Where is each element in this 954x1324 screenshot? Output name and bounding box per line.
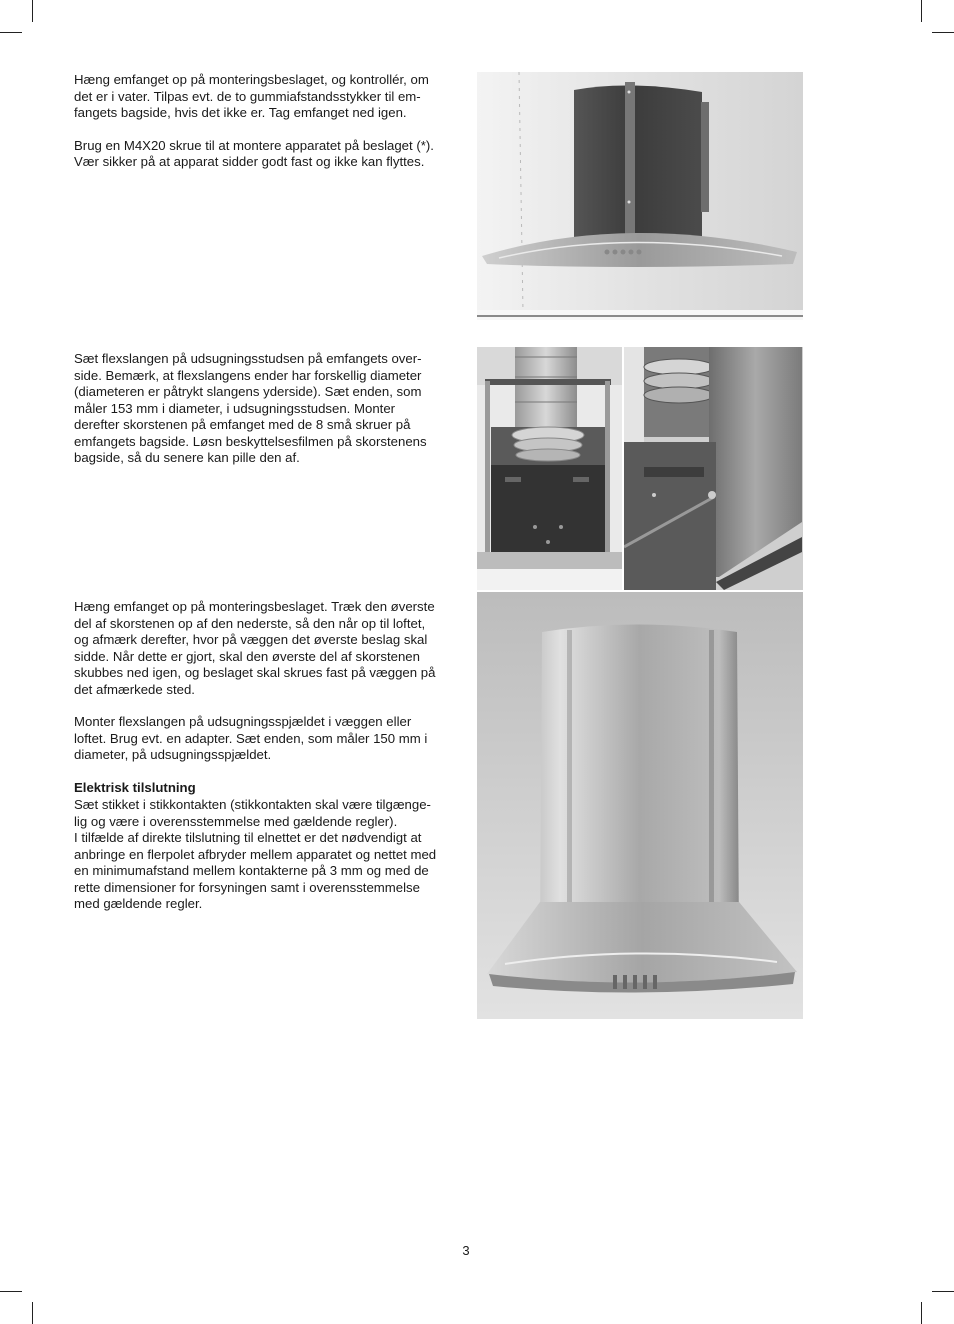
- crop-mark: [921, 1302, 922, 1324]
- section-3-paragraph-3: Sæt stikket i stikkontakten (stikkontakten skal være tilgænge- lig og være i overensstemmelse med gældende regler). I tilfælde af direkte tilslutning til elnettet er det nødvendigt at anbringe en flerpolet afbryder mellem apparatet og nettet med en minimumafstand mellem kontakterne på 3 mm og med de rette dimensioner for forsyningen samt i overensstemmelse med gældende regler.: [74, 797, 437, 911]
- crop-mark: [0, 32, 22, 33]
- section-2-text: [74, 351, 459, 467]
- section-3-paragraph-1: Hæng emfanget op på monteringsbeslaget. Træk den øverste del af skorstenen op af den nederste, så den når op til loftet, og afmærk derefter, hvor på væggen det øverste beslag skal sidde. Når dette er gjort, skal den øverste del af skorstenen skubbes ned igen, og beslaget skal skrues fast på væggen på det afmærkede sted.: [74, 599, 436, 697]
- crop-mark: [0, 1291, 22, 1292]
- electrical-connection-heading: Elektrisk tilslutning: [74, 779, 196, 795]
- hood-mounted-photo: [477, 72, 803, 320]
- section-3-text: [74, 599, 459, 913]
- crop-mark: [932, 32, 954, 33]
- hose-chimney-assembly-photo: [477, 347, 622, 590]
- section-1-paragraph-1: Hæng emfanget op på monteringsbeslaget, og kontrollér, om det er i vater. Tilpas evt. de to gummiafstandsstykker til em- fangets bagside, hvis det ikke er. Tag emfanget ned igen.: [74, 72, 429, 120]
- section-1-text: [74, 72, 459, 171]
- crop-mark: [932, 1291, 954, 1292]
- crop-mark: [32, 1302, 33, 1324]
- section-1-paragraph-2: Brug en M4X20 skrue til at montere apparatet på beslaget (*). Vær sikker på at apparat sidder godt fast og ikke kan flyttes.: [74, 137, 434, 169]
- page-number: 3: [462, 1243, 470, 1258]
- hood-assembled-photo: [477, 592, 803, 1019]
- section-2-paragraph-1: Sæt flexslangen på udsugningsstudsen på emfangets over- side. Bemærk, at flexslangens ender har forskellig diameter (diameteren er påtrykt slangens yderside). Sæt enden, som måler 153 mm i diameter, i udsugningsstudsen. Monter derefter skorstenen på emfanget med de 8 små skruer på emfangets bagside. Løsn beskyttelsesfilmen på skorstenens bagside, så du senere kan pille den af.: [74, 351, 427, 465]
- crop-mark: [32, 0, 33, 22]
- section-3-paragraph-2: Monter flexslangen på udsugningsspjældet i væggen eller loftet. Brug evt. en adapter. Sæt enden, som måler 150 mm i diameter, på udsugningsspjældet.: [74, 714, 428, 762]
- chimney-screw-photo: [624, 347, 803, 590]
- crop-mark: [921, 0, 922, 22]
